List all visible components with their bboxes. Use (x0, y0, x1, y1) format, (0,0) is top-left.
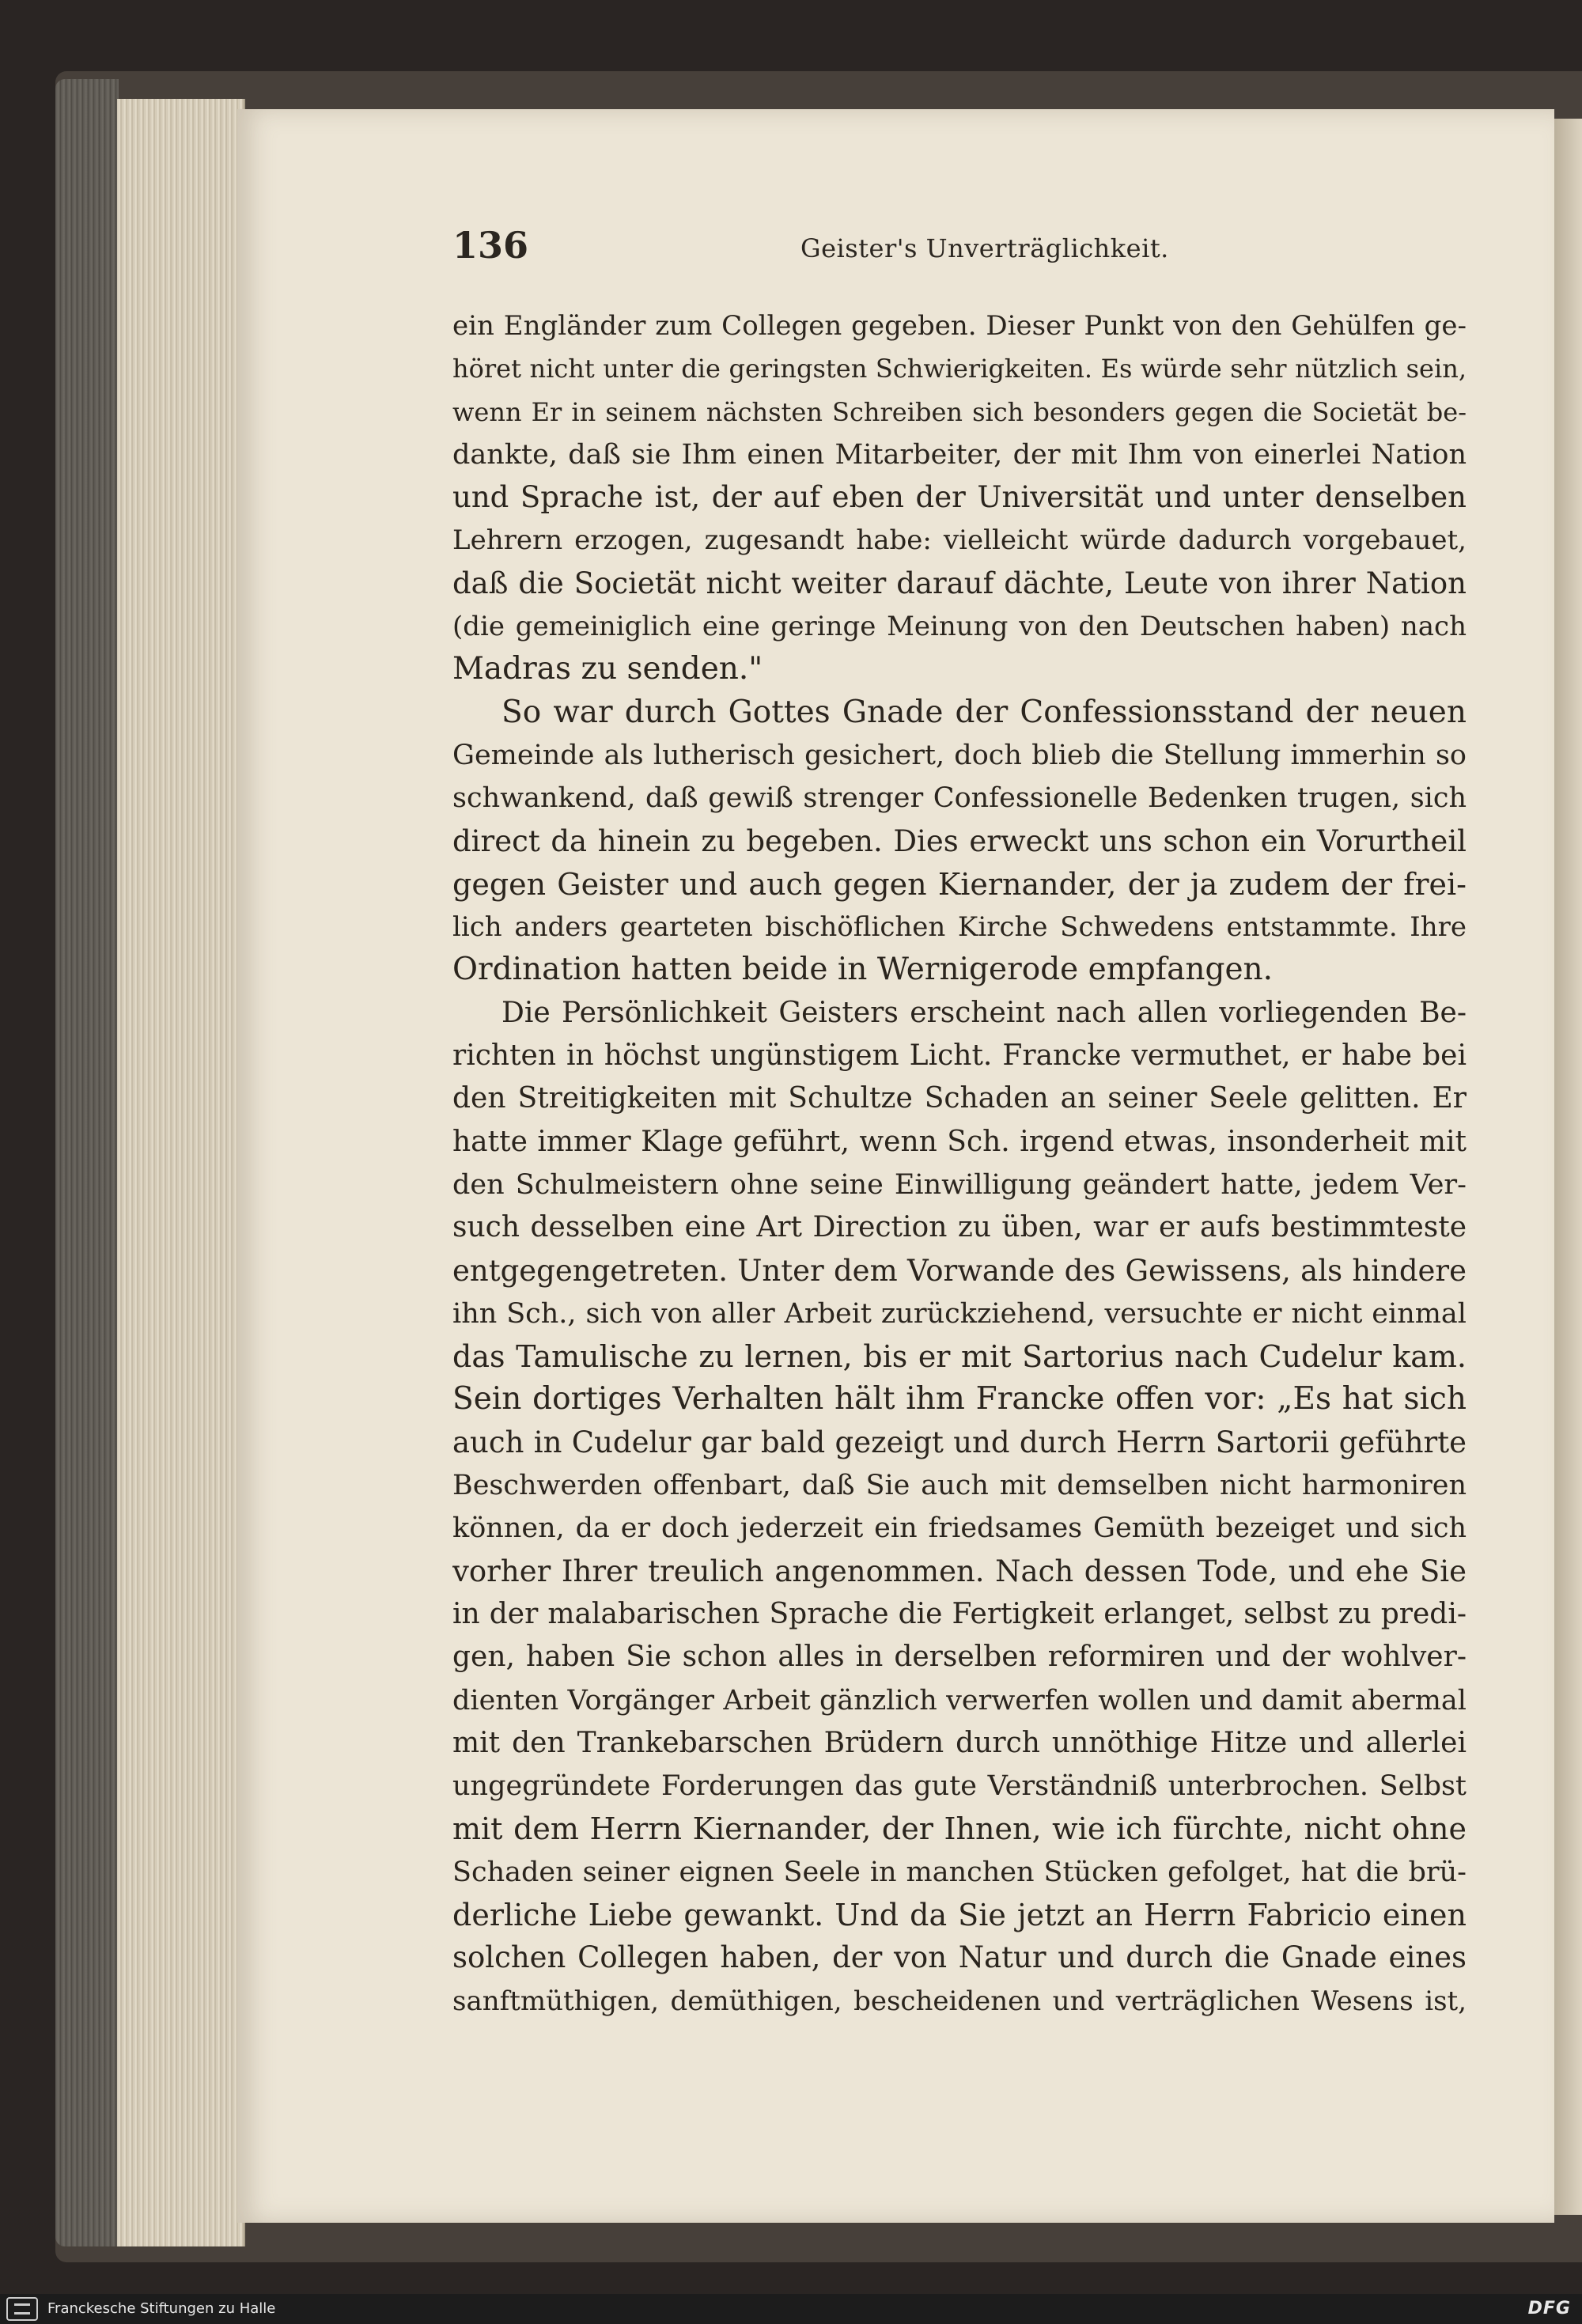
text-line: (die gemeiniglich eine geringe Meinung von den Deutschen haben) nach (452, 611, 1467, 643)
text-line: ihn Sch., sich von aller Arbeit zurückziehend, versuchte er nicht einmal (452, 1297, 1467, 1330)
text-line: auch in Cudelur gar bald gezeigt und durch Herrn Sartorii geführte (452, 1425, 1467, 1459)
text-line: vorher Ihrer treulich angenommen. Nach dessen Tode, und ehe Sie (452, 1554, 1467, 1588)
body-text (452, 305, 1467, 2023)
text-line: entgegengetreten. Unter dem Vorwande des Gewissens, als hindere (452, 1253, 1467, 1288)
text-line: So war durch Gottes Gnade der Confessionsstand der neuen (501, 694, 1467, 730)
text-line: ein Engländer zum Collegen gegeben. Dieser Punkt von den Gehülfen ge- (452, 310, 1467, 342)
text-line: den Schulmeistern ohne seine Einwilligung geändert hatte, jedem Ver- (452, 1168, 1467, 1201)
footer-bar (0, 2294, 1582, 2324)
institution-logo-icon (6, 2297, 38, 2321)
text-line: Beschwerden offenbart, daß Sie auch mit demselben nicht harmoniren (452, 1470, 1467, 1502)
text-line: Ordination hatten beide in Wernigerode empfangen. (452, 952, 1274, 988)
text-line: derliche Liebe gewankt. Und da Sie jetzt an Herrn Fabricio einen (452, 1897, 1467, 1932)
text-line: such desselben eine Art Direction zu üben, war er aufs bestimmteste (452, 1211, 1467, 1244)
text-line: wenn Er in seinem nächsten Schreiben sich besonders gegen die Societät be- (452, 396, 1467, 427)
text-line: den Streitigkeiten mit Schultze Schaden an seiner Seele gelitten. Er (452, 1082, 1467, 1115)
text-line: gen, haben Sie schon alles in derselben reformiren und der wohlver- (452, 1641, 1467, 1674)
text-line: in der malabarischen Sprache die Fertigkeit erlanget, selbst zu predi- (452, 1597, 1467, 1630)
text-line: gegen Geister und auch gegen Kiernander, der ja zudem der frei- (452, 866, 1467, 902)
book-spine (55, 79, 119, 2246)
running-title: Geister's Unverträglichkeit. (800, 233, 1169, 263)
text-line: schwankend, daß gewiß strenger Confessionelle Bedenken trugen, sich (452, 782, 1467, 815)
text-line: Lehrern erzogen, zugesandt habe: vielleicht würde dadurch vorgebauet, (452, 524, 1467, 557)
text-line: daß die Societät nicht weiter darauf dächte, Leute von ihrer Nation (452, 566, 1467, 600)
dfg-logo: DFG (1527, 2299, 1571, 2318)
text-line: Die Persönlichkeit Geisters erscheint nach allen vorliegenden Be- (501, 996, 1467, 1029)
text-line: Schaden seiner eignen Seele in manchen Stücken gefolget, hat die brü- (452, 1856, 1467, 1888)
text-line: solchen Collegen haben, der von Natur und durch die Gnade eines (452, 1940, 1467, 1975)
text-line: ungegründete Forderungen das gute Verständniß unterbrochen. Selbst (452, 1770, 1467, 1803)
page-number: 136 (452, 224, 529, 267)
text-line: das Tamulische zu lernen, bis er mit Sartorius nach Cudelur kam. (452, 1339, 1467, 1375)
text-line: Gemeinde als lutherisch gesichert, doch blieb die Stellung immerhin so (452, 739, 1467, 771)
page-edges (117, 99, 245, 2246)
text-line: dienten Vorgänger Arbeit gänzlich verwerfen wollen und damit abermal (452, 1684, 1467, 1717)
next-page-edge (1552, 119, 1582, 2215)
text-line: mit den Trankebarschen Brüdern durch unnöthige Hitze und allerlei (452, 1726, 1467, 1759)
text-line: hatte immer Klage geführt, wenn Sch. irgend etwas, insonderheit mit (452, 1125, 1467, 1158)
text-line: höret nicht unter die geringsten Schwierigkeiten. Es würde sehr nützlich sein, (452, 354, 1467, 384)
page-header (452, 221, 1467, 269)
text-line: lich anders gearteten bischöflichen Kirche Schwedens entstammte. Ihre (452, 911, 1467, 944)
text-line: Sein dortiges Verhalten hält ihm Francke offen vor: „Es hat sich (452, 1381, 1467, 1417)
text-line: direct da hinein zu begeben. Dies erweckt uns schon ein Vorurtheil (452, 823, 1467, 858)
text-line: und Sprache ist, der auf eben der Universität und unter denselben (452, 480, 1467, 515)
text-line: richten in höchst ungünstigem Licht. Francke vermuthet, er habe bei (452, 1039, 1467, 1073)
institution-name: Franckesche Stiftungen zu Halle (47, 2300, 276, 2317)
text-line: Madras zu senden." (452, 651, 763, 687)
text-line: mit dem Herrn Kiernander, der Ihnen, wie ich fürchte, nicht ohne (452, 1811, 1467, 1847)
text-line: können, da er doch jederzeit ein friedsames Gemüth bezeiget und sich (452, 1512, 1467, 1545)
text-line: sanftmüthigen, demüthigen, bescheidenen und verträglichen Wesens ist, (452, 1985, 1467, 2017)
text-line: dankte, daß sie Ihm einen Mitarbeiter, der mit Ihm von einerlei Nation (452, 438, 1467, 471)
